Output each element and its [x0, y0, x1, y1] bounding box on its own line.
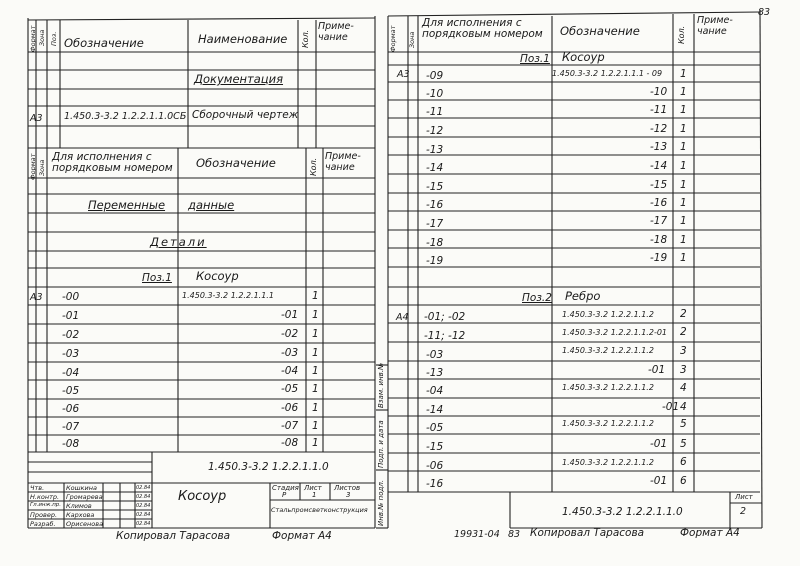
- table-row-variant: -14: [426, 162, 444, 174]
- table-row-designation: -11: [650, 104, 668, 116]
- pos-col-header: Поз.: [50, 31, 58, 46]
- table-row-qty: 1: [680, 123, 687, 135]
- table-row-designation: 1.450.3-3.2 1.2.2.1.1.2: [562, 419, 654, 428]
- table-row-designation: 1.450.3-3.2 1.2.2.1.1.2-01: [562, 328, 668, 337]
- name: Кошкина: [66, 484, 97, 492]
- table-row-designation: 1.450.3-3.2 1.2.2.1.1.2: [562, 383, 654, 392]
- table-row-qty: 5: [680, 418, 687, 430]
- variable-data-title-1: Переменные: [88, 198, 166, 212]
- table-row-variant: -00: [62, 291, 80, 303]
- stamp-sign-date: Подп. и дата: [377, 420, 385, 468]
- left-footer-copied: Копировал Тарасова: [116, 530, 231, 542]
- designation-col-header: Обозначение: [64, 36, 144, 50]
- table-row-designation: -02: [281, 328, 299, 340]
- role: Провер.: [30, 511, 58, 519]
- table-row-qty: 1: [312, 420, 319, 432]
- table-row-variant: -10: [426, 88, 444, 100]
- date: 02.84: [136, 485, 151, 491]
- table-row-qty: 6: [680, 475, 687, 487]
- format-a4: А4: [396, 312, 409, 323]
- table-row-designation: -01: [650, 438, 668, 450]
- zone-col-header: Зона: [408, 31, 416, 48]
- table-row-designation: -12: [650, 123, 668, 135]
- name-col-header: Наименование: [198, 32, 288, 46]
- table-row-variant: -03: [426, 349, 444, 361]
- table-row-designation: -16: [650, 197, 668, 209]
- table-row-designation: -15: [650, 179, 668, 191]
- table-row-variant: -16: [426, 199, 444, 211]
- table-row-variant: -04: [426, 385, 444, 397]
- stamp-inv-original: Инв.№ подл.: [377, 479, 385, 526]
- assembly-designation: 1.450.3-3.2 1.2.2.1.1.0СБ: [64, 111, 187, 122]
- table-row-qty: 1: [312, 383, 319, 395]
- assembly-name: Сборочный чертеж: [192, 109, 299, 121]
- sub-designation-col-header: Обозначение: [196, 156, 276, 170]
- table-row-designation: -05: [281, 383, 299, 395]
- table-row-qty: 1: [312, 365, 319, 377]
- table-row-qty: 4: [680, 382, 687, 394]
- name: Климов: [66, 502, 92, 510]
- table-row-variant: -03: [62, 348, 80, 360]
- table-row-qty: 2: [680, 326, 687, 338]
- table-row-variant: -06: [426, 460, 444, 472]
- table-row-variant: -06: [62, 403, 80, 415]
- qty-col-header: Кол.: [301, 29, 310, 48]
- table-row-designation: -19: [650, 252, 668, 264]
- table-row-designation: 1.450.3-3.2 1.2.2.1.1.1: [182, 291, 274, 300]
- table-row-designation: -01: [662, 401, 680, 413]
- stage-label: Стадия: [272, 484, 299, 492]
- org-name: Стальпромсветконструкция: [271, 506, 368, 514]
- table-row-designation: 1.450.3-3.2 1.2.2.1.1.2: [562, 310, 654, 319]
- parts-title: Детали: [150, 235, 207, 249]
- role: Гл.инж.пр.: [30, 502, 62, 508]
- table-row-variant: -05: [426, 422, 444, 434]
- name: Кархова: [66, 511, 95, 519]
- table-row-qty: 1: [312, 290, 319, 302]
- table-row-designation: -01: [650, 475, 668, 487]
- table-row-qty: 3: [680, 364, 687, 376]
- table-row-qty: 1: [680, 252, 687, 264]
- table-row-designation: -18: [650, 234, 668, 246]
- table-row-qty: 1: [680, 104, 687, 116]
- assembly-format: А3: [30, 113, 43, 124]
- table-row-variant: -17: [426, 218, 444, 230]
- variant-col-header: Для исполнения с порядковым номером: [422, 17, 543, 41]
- left-doc-number: 1.450.3-3.2 1.2.2.1.1.0: [208, 461, 329, 473]
- table-row-qty: 1: [680, 160, 687, 172]
- table-row-variant: -13: [426, 144, 444, 156]
- table-row-qty: 1: [312, 309, 319, 321]
- stage-value: Р: [282, 491, 287, 499]
- table-row-qty: 1: [312, 402, 319, 414]
- right-sheet-value: 2: [740, 506, 747, 517]
- table-row-qty: 5: [680, 438, 687, 450]
- variable-data-title-2: данные: [188, 198, 235, 212]
- sheet-label: Лист: [304, 484, 322, 492]
- sub-variant-col-header: Для исполнения с порядковым номером: [52, 151, 173, 175]
- doc-section-title: Документация: [194, 72, 284, 86]
- pos1-label: Поз.1: [142, 272, 172, 284]
- table-row-variant: -13: [426, 367, 444, 379]
- name: Орисенова: [66, 520, 104, 528]
- role: Чтв.: [30, 484, 45, 492]
- table-row-variant: -11; -12: [424, 330, 466, 342]
- table-row-variant: -01: [62, 310, 80, 322]
- date: 02.84: [136, 503, 151, 509]
- table-row-qty: 1: [680, 179, 687, 191]
- pos1-name: Косоур: [196, 269, 239, 283]
- table-row-designation: 1.450.3-3.2 1.2.2.1.1.2: [562, 458, 654, 467]
- note-col-header: Приме- чание: [697, 15, 733, 37]
- format-a3: А3: [30, 292, 43, 303]
- table-row-qty: 1: [680, 197, 687, 209]
- table-row-variant: -09: [426, 70, 444, 82]
- zone-col-header: Зона: [38, 29, 46, 46]
- page-number: 83: [758, 7, 771, 18]
- table-row-qty: 6: [680, 456, 687, 468]
- table-row-designation: -17: [650, 215, 668, 227]
- table-row-variant: -04: [62, 367, 80, 379]
- table-row-variant: -08: [62, 438, 80, 450]
- table-row-variant: -02: [62, 329, 80, 341]
- table-row-designation: -14: [650, 160, 668, 172]
- date: 02.84: [136, 521, 151, 527]
- right-doc-number: 1.450.3-3.2 1.2.2.1.1.0: [562, 506, 683, 518]
- right-footer-format: Формат А4: [680, 527, 740, 539]
- table-row-variant: -12: [426, 125, 444, 137]
- table-row-qty: 1: [680, 86, 687, 98]
- table-row-variant: -18: [426, 237, 444, 249]
- note-col-header: Приме- чание: [318, 21, 354, 43]
- designation-col-header: Обозначение: [560, 24, 640, 38]
- table-row-qty: 1: [312, 437, 319, 449]
- table-row-qty: 3: [680, 345, 687, 357]
- table-row-designation: -01: [648, 364, 666, 376]
- table-row-qty: 4: [680, 401, 687, 413]
- table-row-qty: 1: [680, 234, 687, 246]
- sub-zone-col-header: Зона: [38, 159, 46, 176]
- table-row-designation: -08: [281, 437, 299, 449]
- table-row-designation: -10: [650, 86, 668, 98]
- table-row-designation: -03: [281, 347, 299, 359]
- format-col-header: Формат: [389, 25, 397, 52]
- table-row-designation: 1.450.3-3.2 1.2.2.1.1.1 - 09: [552, 69, 663, 78]
- name: Громарева: [66, 493, 103, 501]
- sheet-value: 1: [312, 491, 317, 499]
- right-sheet-label: Лист: [735, 493, 753, 501]
- pos1-name: Косоур: [562, 50, 605, 64]
- footer-code: 19931-04: [454, 529, 500, 540]
- table-row-variant: -05: [62, 385, 80, 397]
- table-row-variant: -16: [426, 478, 444, 490]
- sub-format-col-header: Формат: [29, 153, 37, 180]
- table-row-qty: 1: [680, 141, 687, 153]
- table-row-variant: -11: [426, 106, 444, 118]
- date: 02.84: [136, 494, 151, 500]
- format-a3: А3: [397, 69, 410, 80]
- pos2-name: Ребро: [565, 289, 601, 303]
- sub-qty-col-header: Кол.: [309, 157, 318, 176]
- table-row-variant: -15: [426, 441, 444, 453]
- table-row-variant: -15: [426, 181, 444, 193]
- sheets-value: 3: [346, 491, 351, 499]
- table-row-qty: 2: [680, 308, 687, 320]
- date: 02.84: [136, 512, 151, 518]
- table-row-designation: -13: [650, 141, 668, 153]
- table-row-qty: 1: [312, 328, 319, 340]
- table-row-designation: -07: [281, 420, 299, 432]
- table-row-variant: -14: [426, 404, 444, 416]
- table-row-qty: 1: [312, 347, 319, 359]
- table-row-qty: 1: [680, 215, 687, 227]
- right-footer-copied: Копировал Тарасова: [530, 527, 645, 539]
- sheets-label: Листов: [334, 484, 361, 492]
- left-footer-format: Формат А4: [272, 530, 332, 542]
- table-row-qty: 1: [680, 68, 687, 80]
- table-row-variant: -01; -02: [424, 311, 466, 323]
- pos1-label: Поз.1: [520, 53, 550, 65]
- table-row-designation: -04: [281, 365, 299, 377]
- stamp-replaced-inv: Взам. инв.№: [377, 362, 385, 408]
- format-col-header: Формат: [29, 25, 37, 52]
- role: Разраб.: [30, 520, 56, 528]
- table-row-variant: -07: [62, 421, 80, 433]
- pos2-label: Поз.2: [522, 292, 552, 304]
- table-row-variant: -19: [426, 255, 444, 267]
- left-title: Косоур: [178, 489, 227, 504]
- table-row-designation: 1.450.3-3.2 1.2.2.1.1.2: [562, 346, 654, 355]
- qty-col-header: Кол.: [677, 25, 686, 44]
- footer-page: 83: [508, 529, 521, 540]
- table-row-designation: -06: [281, 402, 299, 414]
- role: Н.контр.: [30, 493, 60, 501]
- table-row-designation: -01: [281, 309, 299, 321]
- sub-note-col-header: Приме- чание: [325, 151, 361, 173]
